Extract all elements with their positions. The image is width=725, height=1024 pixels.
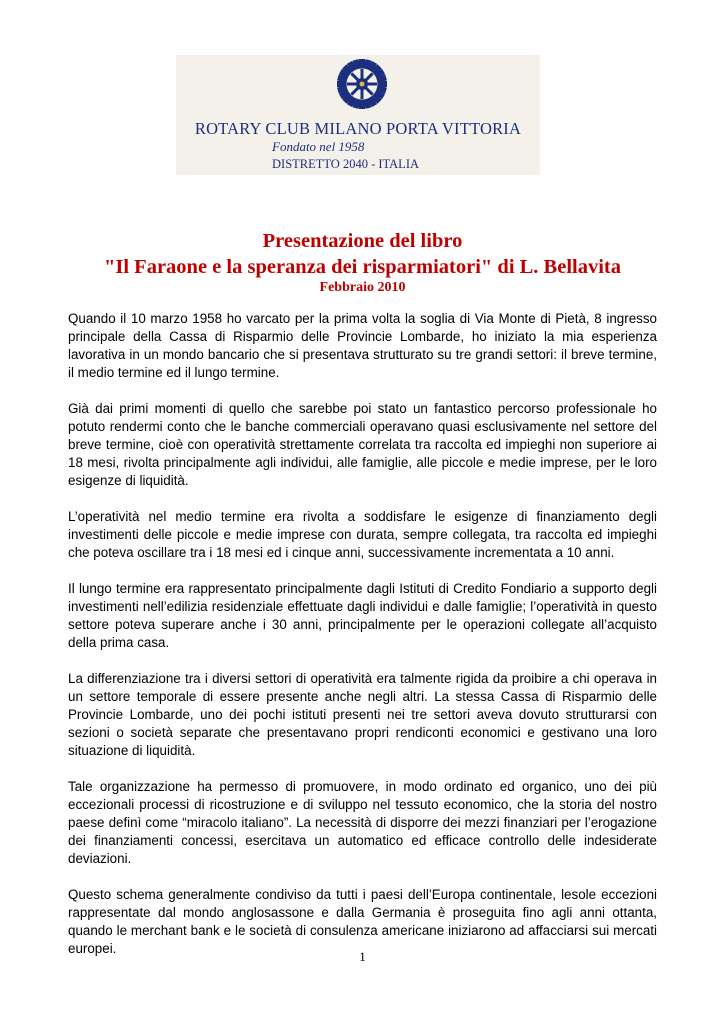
paragraph: La differenziazione tra i diversi settori di operatività era talmente rigida da proibire a chi operava in un settore temporale di essere presente anche negli altri. La stessa Cassa di Risparmio delle Provincie Lombarde, uno dei pochi istituti presenti nei tre settori aveva dovuto strutturarsi con sezioni o società separate che presentavano propri rendiconti economici e gestivano una loro situazione di liquidità. — [68, 671, 657, 758]
rotary-logo — [176, 55, 540, 175]
rotary-wheel-icon — [337, 59, 387, 109]
document-title: Presentazione del libro — [262, 230, 463, 252]
page-number: 1 — [359, 949, 366, 964]
logo-district-text: DISTRETTO 2040 - ITALIA — [272, 157, 420, 171]
paragraph: Tale organizzazione ha permesso di promuovere, in modo ordinato ed organico, uno dei più eccezionali processi di ricostruzione e di sviluppo nel tessuto economico, che la storia del nostro paese definì come “miracolo italiano”. La necessità di disporre dei mezzi finanziari per l’erogazione dei finanziamenti concessi, esercitava un automatico ed efficace controllo delle indesiderate deviazioni. — [68, 779, 657, 866]
document-body — [68, 310, 657, 976]
logo-club-name: ROTARY CLUB MILANO PORTA VITTORIA — [194, 119, 522, 138]
document-date: Febbraio 2010 — [319, 280, 406, 295]
paragraph: Quando il 10 marzo 1958 ho varcato per la prima volta la soglia di Via Monte di Pietà, 8 ingresso principale della Cassa di Risparmio delle Provincie Lombarde, ho iniziato la mia esperienza lavorativa in un mondo bancario che si presentava strutturato su tre grandi settori: il breve termine, il medio termine ed il lungo termine. — [68, 311, 657, 380]
paragraph: Questo schema generalmente condiviso da tutti i paesi dell’Europa continentale, lesole eccezioni rappresentate dal mondo anglosassone e dalla Germania è proseguita fino agli anni ottanta, quando le merchant bank e le società di consulenza americane iniziarono ad affacciarsi sui mercati europei. — [68, 887, 657, 956]
paragraph: Il lungo termine era rappresentato principalmente dagli Istituti di Credito Fondiario a supporto degli investimenti nell’edilizia residenziale effettuate dagli individui e dalle famiglie; l’operatività in questo settore poteva superare anche i 30 anni, principalmente per le operazioni collegate all’acquisto della prima casa. — [68, 581, 657, 650]
paragraph: Già dai primi momenti di quello che sarebbe poi stato un fantastico percorso professionale ho potuto rendermi conto che le banche commerciali operavano quasi esclusivamente nel settore del breve termine, cioè con operatività strettamente correlata tra raccolta ed impieghi non superiore ai 18 mesi, rivolta principalmente agli individui, alle famiglie, alle piccole e medie imprese, per le loro esigenze di liquidità. — [68, 401, 657, 488]
book-title: "Il Faraone e la speranza dei risparmiatori" di L. Bellavita — [104, 256, 621, 278]
paragraph: L’operatività nel medio termine era rivolta a soddisfare le esigenze di finanziamento degli investimenti delle piccole e medie imprese con durata, sempre collegata, tra raccolta ed impieghi che poteva oscillare tra i 18 mesi ed i cinque anni, successivamente incrementata a 10 anni. — [68, 509, 657, 560]
logo-founded-text: Fondato nel 1958 — [272, 139, 365, 154]
